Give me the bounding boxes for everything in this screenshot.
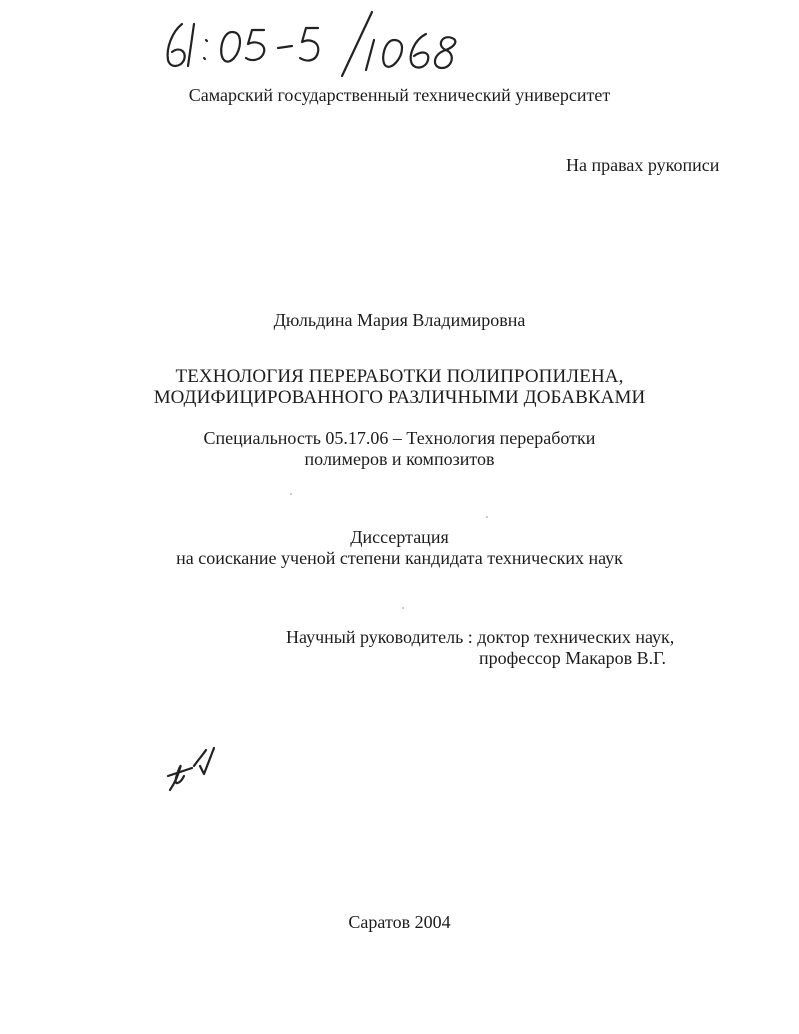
scan-speck	[290, 493, 292, 495]
dissertation-title-line-1: ТЕХНОЛОГИЯ ПЕРЕРАБОТКИ ПОЛИПРОПИЛЕНА,	[175, 366, 624, 387]
specialty-line-2: полимеров и композитов	[304, 449, 495, 469]
author-name: Дюльдина Мария Владимировна	[273, 310, 526, 330]
dissertation-title-line-2: МОДИФИЦИРОВАННОГО РАЗЛИЧНЫМИ ДОБАВКАМИ	[153, 387, 646, 408]
degree-statement: на соискание ученой степени кандидата технических наук	[176, 548, 623, 568]
rights-note: На правах рукописи	[566, 155, 720, 175]
handwritten-archive-number	[160, 10, 470, 80]
university-name: Самарский государственный технический университет	[188, 85, 611, 105]
handwritten-signature	[160, 740, 230, 800]
work-type: Диссертация	[350, 527, 449, 547]
city-year: Саратов 2004	[348, 912, 451, 932]
specialty-line-1: Специальность 05.17.06 – Технология переработки	[203, 428, 596, 448]
scan-speck	[486, 516, 488, 518]
supervisor-line-1: Научный руководитель : доктор технических наук,	[286, 627, 675, 647]
supervisor-line-2: профессор Макаров В.Г.	[479, 648, 667, 668]
scan-speck	[402, 607, 404, 609]
